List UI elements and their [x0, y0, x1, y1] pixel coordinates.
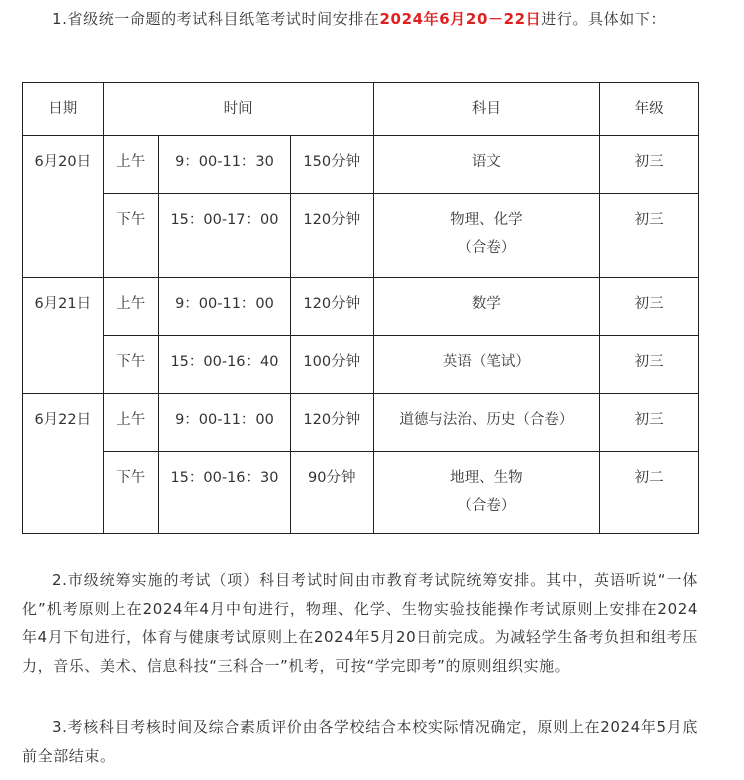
subject-name: 地理、生物 [450, 470, 523, 486]
paragraph-2: 2.市级统筹实施的考试（项）科目考试时间由市教育考试院统筹安排。其中，英语听说“一体化”机考原则上在2024年4月中旬进行，物理、化学、生物实验技能操作考试原则上安排在2024年4月下旬进行，体育与健康考试原则上在2024年5月20日前完成。为减轻学生备考负担和组考压力，音乐、美术、信息科技“三科合一”机考，可按“学完即考”的原则组织实施。 [22, 571, 698, 675]
subject-name: 语文 [471, 154, 501, 170]
duration-cell: 150分钟 [290, 136, 373, 194]
grade-cell: 初三 [600, 136, 699, 194]
time-cell: 9：00-11：30 [159, 136, 291, 194]
subject-note: （合卷） [457, 498, 516, 514]
exam-date-highlight: 2024年6月20－22日 [379, 10, 542, 28]
date-cell: 6月22日 [23, 394, 104, 534]
exam-schedule-table [22, 82, 699, 534]
period-cell: 上午 [103, 136, 158, 194]
grade-cell: 初三 [600, 278, 699, 336]
duration-cell: 120分钟 [290, 394, 373, 452]
subject-cell [373, 194, 600, 278]
subject-cell: 数学 [373, 278, 600, 336]
period-cell: 下午 [103, 336, 158, 394]
period-cell: 下午 [103, 194, 158, 278]
grade-cell: 初三 [600, 194, 699, 278]
time-cell: 9：00-11：00 [159, 394, 291, 452]
duration-cell: 90分钟 [290, 452, 373, 534]
date-cell: 6月20日 [23, 136, 104, 278]
duration-cell: 100分钟 [290, 336, 373, 394]
period-cell: 上午 [103, 394, 158, 452]
table-row [23, 278, 699, 336]
table-header-row [23, 83, 699, 136]
duration-cell: 120分钟 [290, 278, 373, 336]
grade-cell: 初三 [600, 394, 699, 452]
table-row [23, 136, 699, 194]
header-grade: 年级 [600, 83, 699, 136]
date-cell: 6月21日 [23, 278, 104, 394]
grade-cell: 初三 [600, 336, 699, 394]
time-cell: 9：00-11：00 [159, 278, 291, 336]
header-date: 日期 [23, 83, 104, 136]
table-row [23, 336, 699, 394]
header-time: 时间 [103, 83, 373, 136]
subject-cell: 道德与法治、历史（合卷） [373, 394, 600, 452]
intro-text-after: 进行。具体如下： [541, 10, 667, 28]
period-cell: 上午 [103, 278, 158, 336]
intro-text-before: 1.省级统一命题的考试科目纸笔考试时间安排在 [52, 10, 380, 28]
period-cell: 下午 [103, 452, 158, 534]
subject-cell [373, 136, 600, 194]
duration-cell: 120分钟 [290, 194, 373, 278]
time-cell: 15：00-17：00 [159, 194, 291, 278]
table-row [23, 194, 699, 278]
paragraph-3: 3.考核科目考核时间及综合素质评价由各学校结合本校实际情况确定，原则上在2024年5月底前全部结束。 [22, 718, 698, 765]
header-subject: 科目 [373, 83, 600, 136]
subject-cell: 英语（笔试） [373, 336, 600, 394]
subject-name: 物理、化学 [450, 212, 523, 228]
table-row [23, 452, 699, 534]
time-cell: 15：00-16：40 [159, 336, 291, 394]
subject-cell [373, 452, 600, 534]
intro-paragraph [22, 5, 698, 34]
time-cell: 15：00-16：30 [159, 452, 291, 534]
table-row [23, 394, 699, 452]
subject-note: （合卷） [457, 240, 516, 256]
grade-cell: 初二 [600, 452, 699, 534]
